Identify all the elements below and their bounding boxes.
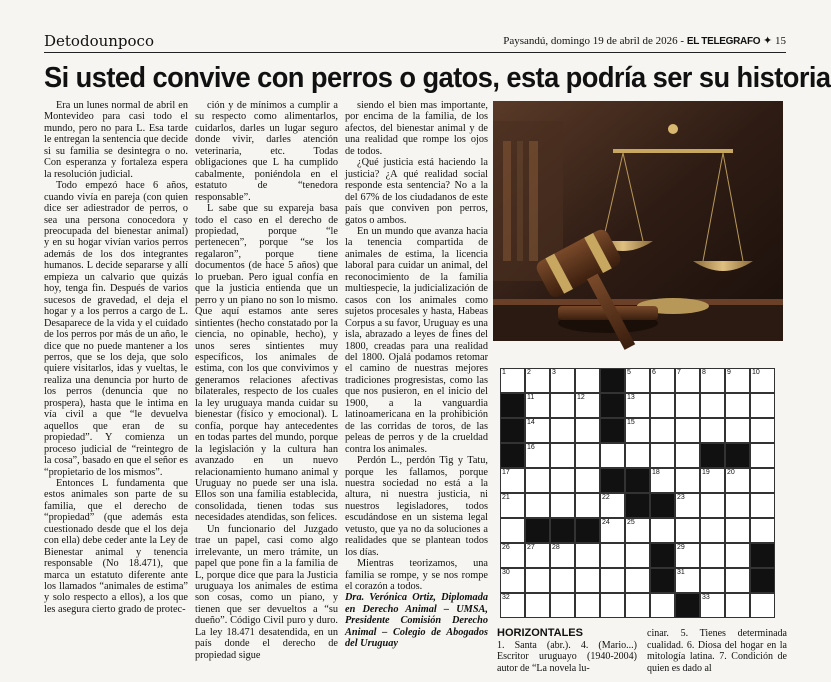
crossword-black-cell xyxy=(700,443,725,468)
clues-left-column xyxy=(497,628,637,674)
crossword-cell xyxy=(525,493,550,518)
crossword-black-cell xyxy=(600,393,625,418)
crossword-cell xyxy=(675,543,700,568)
dateline xyxy=(503,34,786,47)
crossword-number: 6 xyxy=(652,369,656,376)
crossword-cell xyxy=(700,593,725,618)
crossword-cell xyxy=(550,418,575,443)
crossword-cell xyxy=(575,393,600,418)
crossword-cell xyxy=(700,568,725,593)
crossword-number: 3 xyxy=(552,369,556,376)
crossword-black-cell xyxy=(725,443,750,468)
crossword-cell xyxy=(625,593,650,618)
crossword-number: 1 xyxy=(502,369,506,376)
crossword-number: 21 xyxy=(502,494,510,501)
crossword-cell xyxy=(750,493,775,518)
crossword-number: 29 xyxy=(677,544,685,551)
clues-heading: HORIZONTALES xyxy=(497,627,583,639)
crossword-cell xyxy=(725,468,750,493)
crossword-cell xyxy=(575,568,600,593)
paragraph: L sabe que su expareja basa todo el caso en el derecho de propiedad, porque “le pertenecen”, porque “se los regalaron”, porque tiene documentos (de hace 5 años) que lo prueban. Pero igual confía en que la justicia entienda que un perro y un piano no son lo mismo. Que aquí estamos ante seres sintientes (hecho constatado por la ciencia, no opinable, hecho), y unos seres sintientes muy específicos, los animales de estima, con los que convivimos y generamos relaciones afectivas bilaterales, respecto de los cuales la ley uruguaya manda cuidar su bienestar (físico y emocional). L confía, porque hay antecedentes en todas partes del mundo, porque la legislación y la cultura han avanzado en un nuevo relacionamiento humano animal y Uruguay no puede ser una isla. Ellos son una familia establecida, consolidada, tienen todas sus necesidades atendidas, son felices. xyxy=(195,203,338,524)
crossword-number: 8 xyxy=(702,369,706,376)
crossword-number: 2 xyxy=(527,369,531,376)
crossword-black-cell xyxy=(675,593,700,618)
crossword-cell xyxy=(675,468,700,493)
crossword-number: 28 xyxy=(552,544,560,551)
crossword-cell xyxy=(525,468,550,493)
crossword-cell xyxy=(525,368,550,393)
crossword-cell xyxy=(650,593,675,618)
crossword-cell xyxy=(675,418,700,443)
crossword-cell xyxy=(675,443,700,468)
crossword-cell xyxy=(525,418,550,443)
crossword-cell xyxy=(725,493,750,518)
crossword-number: 30 xyxy=(502,569,510,576)
crossword-black-cell xyxy=(750,543,775,568)
crossword-black-cell xyxy=(575,518,600,543)
crossword-cell xyxy=(725,518,750,543)
article-column-1 xyxy=(44,100,188,680)
article-column-2 xyxy=(195,100,338,680)
crossword-cell xyxy=(650,393,675,418)
crossword-number: 17 xyxy=(502,469,510,476)
crossword-number: 5 xyxy=(627,369,631,376)
paragraph: Todo empezó hace 6 años, cuando vivía en pareja (con quien dice ser adiestrador de perros, o sea una persona conocedora y preocupada del bienestar animal) y en su hogar vivían varios perros además de los dos integrantes humanos. L decide separarse y allí empieza un calvario que quizás hoy, tenga fin. Después de varios sucesos de gravedad, el deja el hogar y a los perros a cargo de L. Desaparece de la vida y el cuidado de los perros por más de un año, le dice que no puede mantener a los perros, que se los deja, que solo quiere visitarlos, idas y vueltas, le realiza una denuncia por hurto de los perros (denuncia que no prospera), hasta que le intima en vía civil a que “le devuelva aquellos que eran de su propiedad”. Y comienza un proceso judicial de “reintegro de la cosa”, basado en que el señor es “propietario de los mismos”. xyxy=(44,180,188,478)
crossword-clues xyxy=(497,628,787,674)
clues-text: 1. Santa (abr.). 4. (Mario...) Escritor uruguayo (1940-2004) autor de “La novela lu- xyxy=(497,639,637,674)
crossword-cell xyxy=(525,543,550,568)
crossword-number: 7 xyxy=(677,369,681,376)
crossword-number: 19 xyxy=(702,469,710,476)
crossword-black-cell xyxy=(500,443,525,468)
crossword-number: 18 xyxy=(652,469,660,476)
newspaper-brand: EL TELEGRAFO xyxy=(686,36,761,47)
article-column-3 xyxy=(345,100,488,650)
crossword-cell xyxy=(725,393,750,418)
crossword-cell xyxy=(700,543,725,568)
crossword-black-cell xyxy=(650,543,675,568)
crossword-black-cell xyxy=(525,518,550,543)
crossword-cell xyxy=(575,368,600,393)
paragraph: En un mundo que avanza hacia la tenencia compartida de animales de estima, la licencia laboral para cuidar un animal, del reconocimiento de la familia multiespecie, la judicialización de casos con los animales como sujetos procesales y hasta, Habeas Corpus a su favor, Uruguay es una isla, abrazado a leyes de fines del 1800, creadas para una realidad del 1800. Ojalá podamos retomar el camino de nuestras mejores tradiciones progresistas, como las que nos pusieron, en el inicio del 1900, a la vanguardia latinoamericana en la prohibición de las corridas de toros, de las peleas de perros y de la crueldad contra los animales. xyxy=(345,225,488,455)
crossword-cell xyxy=(675,368,700,393)
crossword-cell xyxy=(625,368,650,393)
crossword-cell xyxy=(600,518,625,543)
gavel-scales-illustration xyxy=(493,101,783,341)
crossword-cell xyxy=(750,418,775,443)
crossword-cell xyxy=(550,568,575,593)
paragraph: ción y de mínimos a cumplir a su respecto como alimentarlos, cuidarlos, darles un lugar seguro donde vivir, darles atención veterinaria, etc. Todas obligaciones que L ha cumplido cabalmente, poniéndola en el estatuto de “tenedora responsable”. xyxy=(195,100,338,203)
crossword-cell xyxy=(500,493,525,518)
crossword-cell xyxy=(675,493,700,518)
crossword-cell xyxy=(650,468,675,493)
crossword-number: 25 xyxy=(627,519,635,526)
crossword-cell xyxy=(675,568,700,593)
crossword-cell xyxy=(525,568,550,593)
crossword-cell xyxy=(725,418,750,443)
paragraph: Perdón L., perdón Tig y Tatu, porque les fallamos, porque nuestra sociedad no está a la altura, ni nuestra justicia, ni nuestros legisladores, todos escudándose en un sistema legal vetusto, que ya no da soluciones a realidades que se plantean todos los días. xyxy=(345,455,488,558)
crossword-number: 26 xyxy=(502,544,510,551)
crossword-cell xyxy=(725,543,750,568)
crossword-cell xyxy=(625,543,650,568)
crossword-black-cell xyxy=(625,468,650,493)
crossword-cell xyxy=(750,518,775,543)
paragraph: Un funcionario del Juzgado trae un papel, casi como algo irrelevante, un mero trámite, un papel que pone fin a la familia de L, porque dice que para la Justicia uruguaya los animales de estima son cosas, como un piano, y tienen que ser devueltos a “su dueño”. Código Civil puro y duro. La ley 18.471 desatendida, en un país donde el derecho de propiedad sigue xyxy=(195,523,338,661)
crossword-cell xyxy=(750,468,775,493)
date-text: Paysandú, domingo 19 de abril de 2026 - xyxy=(503,35,685,47)
crossword-cell xyxy=(525,593,550,618)
crossword-cell xyxy=(650,518,675,543)
crossword-cell xyxy=(625,443,650,468)
crossword-number: 13 xyxy=(627,394,635,401)
crossword-cell xyxy=(500,468,525,493)
clues-right-column: cinar. 5. Tienes determinada cualidad. 6. Diosa del hogar en la mitología latina. 7. Condición de quien es dado al xyxy=(647,628,787,674)
paragraph: Era un lunes normal de abril en Montevideo para casi todo el mundo, pero no para L. Esa tarde le entregan la sentencia que decide si su familia se desintegra o no. Con esperanza y fortaleza espera la resolución judicial. xyxy=(44,100,188,180)
article-headline: Si usted convive con perros o gatos, esta podría ser su historia xyxy=(44,62,831,94)
crossword-cell xyxy=(500,543,525,568)
crossword-cell xyxy=(650,368,675,393)
crossword-black-cell xyxy=(650,568,675,593)
crossword-number: 33 xyxy=(702,594,710,601)
crossword-cell xyxy=(700,368,725,393)
crossword-cell xyxy=(750,393,775,418)
crossword-cell xyxy=(675,393,700,418)
crossword-black-cell xyxy=(600,418,625,443)
crossword-cell xyxy=(575,543,600,568)
crossword-cell xyxy=(500,593,525,618)
page-header xyxy=(44,30,786,53)
crossword-cell xyxy=(650,443,675,468)
crossword-number: 23 xyxy=(677,494,685,501)
paragraph: siendo el bien mas importante, por encima de la familia, de los afectos, del bienestar animal y de una realidad que rompe los ojos de todos. xyxy=(345,100,488,157)
crossword-number: 32 xyxy=(502,594,510,601)
crossword-cell xyxy=(575,443,600,468)
crossword-cell xyxy=(700,493,725,518)
author-signature: Dra. Verónica Ortiz, Diplomada en Derecho Animal – UMSA, Presidente Comisión Derecho Animal – Colegio de Abogados del Uruguay xyxy=(345,592,488,650)
crossword-cell xyxy=(700,418,725,443)
crossword-black-cell xyxy=(600,468,625,493)
crossword-cell xyxy=(500,518,525,543)
crossword-cell xyxy=(525,393,550,418)
crossword-number: 16 xyxy=(527,444,535,451)
crossword-cell xyxy=(500,368,525,393)
crossword-cell xyxy=(550,393,575,418)
paragraph: Mientras teorizamos, una familia se rompe, y se nos rompe el corazón a todos. xyxy=(345,558,488,593)
crossword-cell xyxy=(600,568,625,593)
paragraph: ¿Qué justicia está haciendo la justicia? ¿A qué realidad social responde esta sentencia? No a la del 67% de los ciudadanos de este país que conviven pon perros, gatos o ambos. xyxy=(345,157,488,226)
crossword-number: 11 xyxy=(527,394,535,401)
crossword-number: 12 xyxy=(577,394,585,401)
crossword-cell xyxy=(575,593,600,618)
crossword-cell xyxy=(700,518,725,543)
crossword-black-cell xyxy=(550,518,575,543)
crossword-black-cell xyxy=(750,568,775,593)
crossword-cell xyxy=(725,568,750,593)
crossword-cell xyxy=(550,443,575,468)
crossword-cell xyxy=(600,443,625,468)
crossword-grid xyxy=(500,368,775,618)
crossword-cell xyxy=(700,468,725,493)
paragraph: Entonces L fundamenta que estos animales son parte de su familia, que el derecho de “propiedad” (que además esta cuestionado desde que el los deja con ella) debe ceder ante la Ley de Bienestar animal y tenencia responsable (No 18.471), que marca un estatuto diferente ante los llamados “animales de estima” y solo respecto a ellos), a los que les asegura cierto grado de protec- xyxy=(44,477,188,615)
crossword-cell xyxy=(550,543,575,568)
crossword-number: 14 xyxy=(527,419,535,426)
crossword-black-cell xyxy=(625,493,650,518)
crossword-cell xyxy=(700,393,725,418)
crossword-cell xyxy=(550,468,575,493)
crossword-number: 22 xyxy=(602,494,610,501)
crossword-number: 10 xyxy=(752,369,760,376)
crossword-cell xyxy=(550,368,575,393)
crossword-cell xyxy=(750,593,775,618)
crossword-cell xyxy=(550,593,575,618)
crossword-cell xyxy=(675,518,700,543)
crossword-cell xyxy=(525,443,550,468)
crossword-number: 31 xyxy=(677,569,685,576)
crossword-number: 24 xyxy=(602,519,610,526)
crossword-cell xyxy=(725,368,750,393)
crossword-cell xyxy=(750,443,775,468)
crossword-black-cell xyxy=(600,368,625,393)
crossword-cell xyxy=(600,493,625,518)
crossword-cell xyxy=(625,418,650,443)
crossword-cell xyxy=(600,543,625,568)
crossword-cell xyxy=(500,568,525,593)
crossword-cell xyxy=(625,518,650,543)
crossword-number: 20 xyxy=(727,469,735,476)
crossword-black-cell xyxy=(500,393,525,418)
crossword-cell xyxy=(750,368,775,393)
crossword-black-cell xyxy=(650,493,675,518)
crossword-cell xyxy=(600,593,625,618)
crossword-cell xyxy=(725,593,750,618)
crossword-cell xyxy=(575,468,600,493)
crossword-cell xyxy=(650,418,675,443)
crossword-cell xyxy=(575,493,600,518)
section-name: Detodounpoco xyxy=(44,32,154,50)
crossword-black-cell xyxy=(500,418,525,443)
crossword-cell xyxy=(625,393,650,418)
gavel-and-scales-photo xyxy=(493,101,783,341)
crossword-cell xyxy=(625,568,650,593)
crossword-number: 27 xyxy=(527,544,535,551)
page-number: ✦ 15 xyxy=(763,35,786,47)
crossword-number: 9 xyxy=(727,369,731,376)
crossword-number: 15 xyxy=(627,419,635,426)
crossword-cell xyxy=(550,493,575,518)
crossword-cell xyxy=(575,418,600,443)
